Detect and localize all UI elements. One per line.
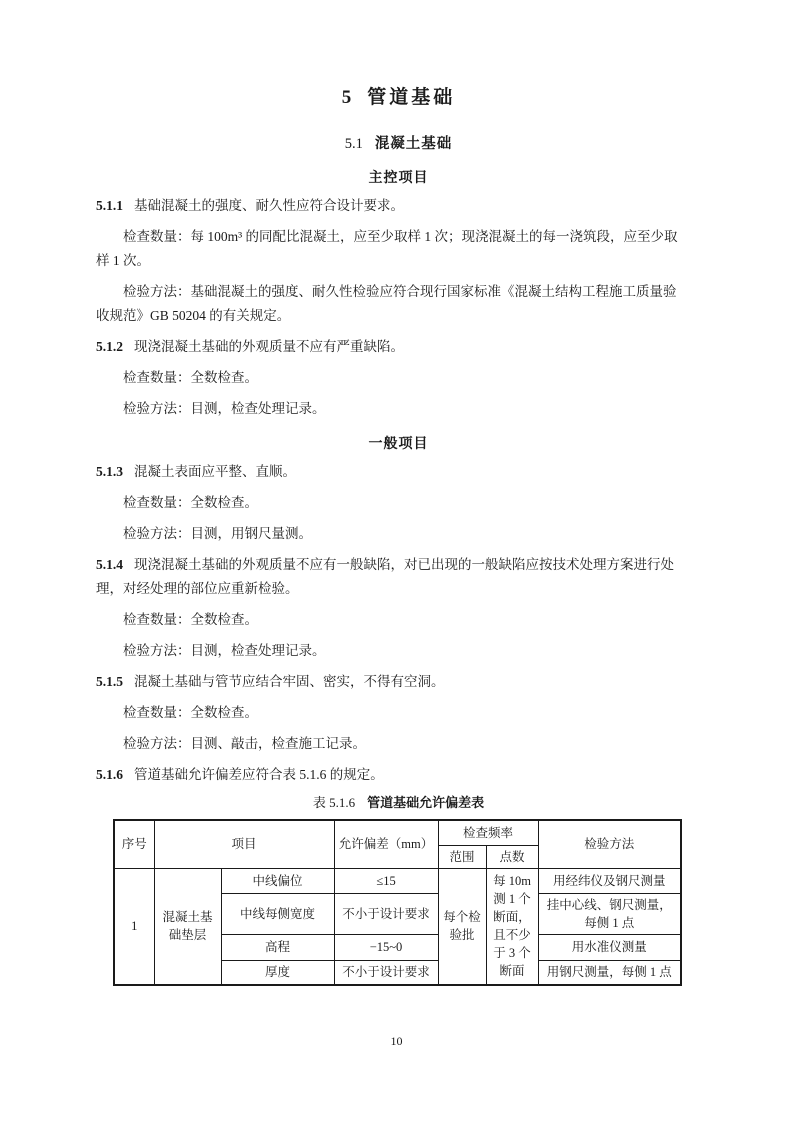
clause-text: 现浇混凝土基础的外观质量不应有一般缺陷，对已出现的一般缺陷应按技术处理方案进行处 [134,557,674,572]
cell-item: 中线偏位 [221,868,334,893]
chapter-title-text: 管道基础 [367,87,456,108]
document-content [0,84,793,986]
cell-method: 挂中心线、钢尺测量，每侧 1 点 [538,893,681,934]
table-caption [96,793,701,812]
cell-item: 高程 [221,934,334,960]
cell-tolerance: −15~0 [334,934,438,960]
heading-general-items: 一般项目 [368,435,429,451]
clause-5-1-3-check: 检查数量：全数检查。 [123,495,258,510]
clause-number: 5.1.2 [96,339,123,354]
clause-5-1-6 [96,763,701,787]
cell-points: 每 10m 测 1 个断面，且不少于 3 个断面 [486,868,538,985]
clause-text: 基础混凝土的强度、耐久性应符合设计要求。 [134,198,404,213]
section-title-text: 混凝土基础 [374,136,453,152]
header-seq: 序号 [114,820,154,868]
header-tolerance: 允许偏差（mm） [334,820,438,868]
clause-5-1-2 [96,335,701,359]
clause-5-1-1-method: 检验方法：基础混凝土的强度、耐久性检验应符合现行国家标准《混凝土结构工程施工质量验 收规范》GB 50204 的有关规定。 [96,284,677,323]
header-method: 检验方法 [538,820,681,868]
header-frequency: 检查频率 [438,820,538,845]
clause-5-1-5-method: 检验方法：目测、敲击，检查施工记录。 [123,736,366,751]
cell-category: 混凝土基础垫层 [154,868,221,985]
clause-5-1-2-check: 检查数量：全数检查。 [123,370,258,385]
cell-item: 厚度 [221,960,334,985]
clause-number: 5.1.6 [96,767,123,782]
clause-5-1-3-method: 检验方法：目测，用钢尺量测。 [123,526,312,541]
cell-tolerance: 不小于设计要求 [334,893,438,934]
page-number: 10 [390,1034,403,1048]
clause-number: 5.1.5 [96,674,123,689]
clause-5-1-4-check: 检查数量：全数检查。 [123,612,258,627]
clause-5-1-1-check: 检查数量：每 100m³ 的同配比混凝土，应至少取样 1 次；现浇混凝土的每一浇筑段，应至少取 样 1 次。 [96,229,678,268]
header-points: 点数 [486,845,538,868]
section-number: 5.1 [344,136,363,152]
clause-5-1-2-method: 检验方法：目测，检查处理记录。 [123,401,326,416]
table-caption-title: 管道基础允许偏差表 [367,795,485,810]
clause-5-1-5 [96,670,701,694]
cell-method: 用经纬仪及钢尺测量 [538,868,681,893]
clause-text: 管道基础允许偏差应符合表 5.1.6 的规定。 [134,767,384,782]
cell-method: 用水准仪测量 [538,934,681,960]
clause-text: 混凝土表面应平整、直顺。 [134,464,296,479]
chapter-title [96,84,701,111]
cell-range: 每个检验批 [438,868,486,985]
header-range: 范围 [438,845,486,868]
clause-5-1-1 [96,194,701,218]
clause-number: 5.1.1 [96,198,123,213]
clause-5-1-3 [96,460,701,484]
clause-5-1-4: 5.1.4 现浇混凝土基础的外观质量不应有一般缺陷，对已出现的一般缺陷应按技术处理方案进行处 理，对经处理的部位应重新检验。 [96,557,674,596]
table-header-row-1 [114,820,681,845]
table-row [114,868,681,893]
clause-5-1-4-method: 检验方法：目测，检查处理记录。 [123,643,326,658]
heading-main-items: 主控项目 [368,169,429,185]
clause-5-1-5-check: 检查数量：全数检查。 [123,705,258,720]
cell-tolerance: ≤15 [334,868,438,893]
tolerance-table [113,819,682,986]
chapter-number: 5 [341,87,352,108]
cell-tolerance: 不小于设计要求 [334,960,438,985]
table-caption-number: 表 5.1.6 [312,795,356,810]
cell-item: 中线每侧宽度 [221,893,334,934]
clause-text: 混凝土基础与管节应结合牢固、密实，不得有空洞。 [134,674,445,689]
cell-seq: 1 [114,868,154,985]
clause-number: 5.1.4 [96,557,123,572]
section-title [96,134,701,155]
clause-number: 5.1.3 [96,464,123,479]
header-item: 项目 [154,820,334,868]
clause-text: 现浇混凝土基础的外观质量不应有严重缺陷。 [134,339,404,354]
cell-method: 用钢尺测量，每侧 1 点 [538,960,681,985]
